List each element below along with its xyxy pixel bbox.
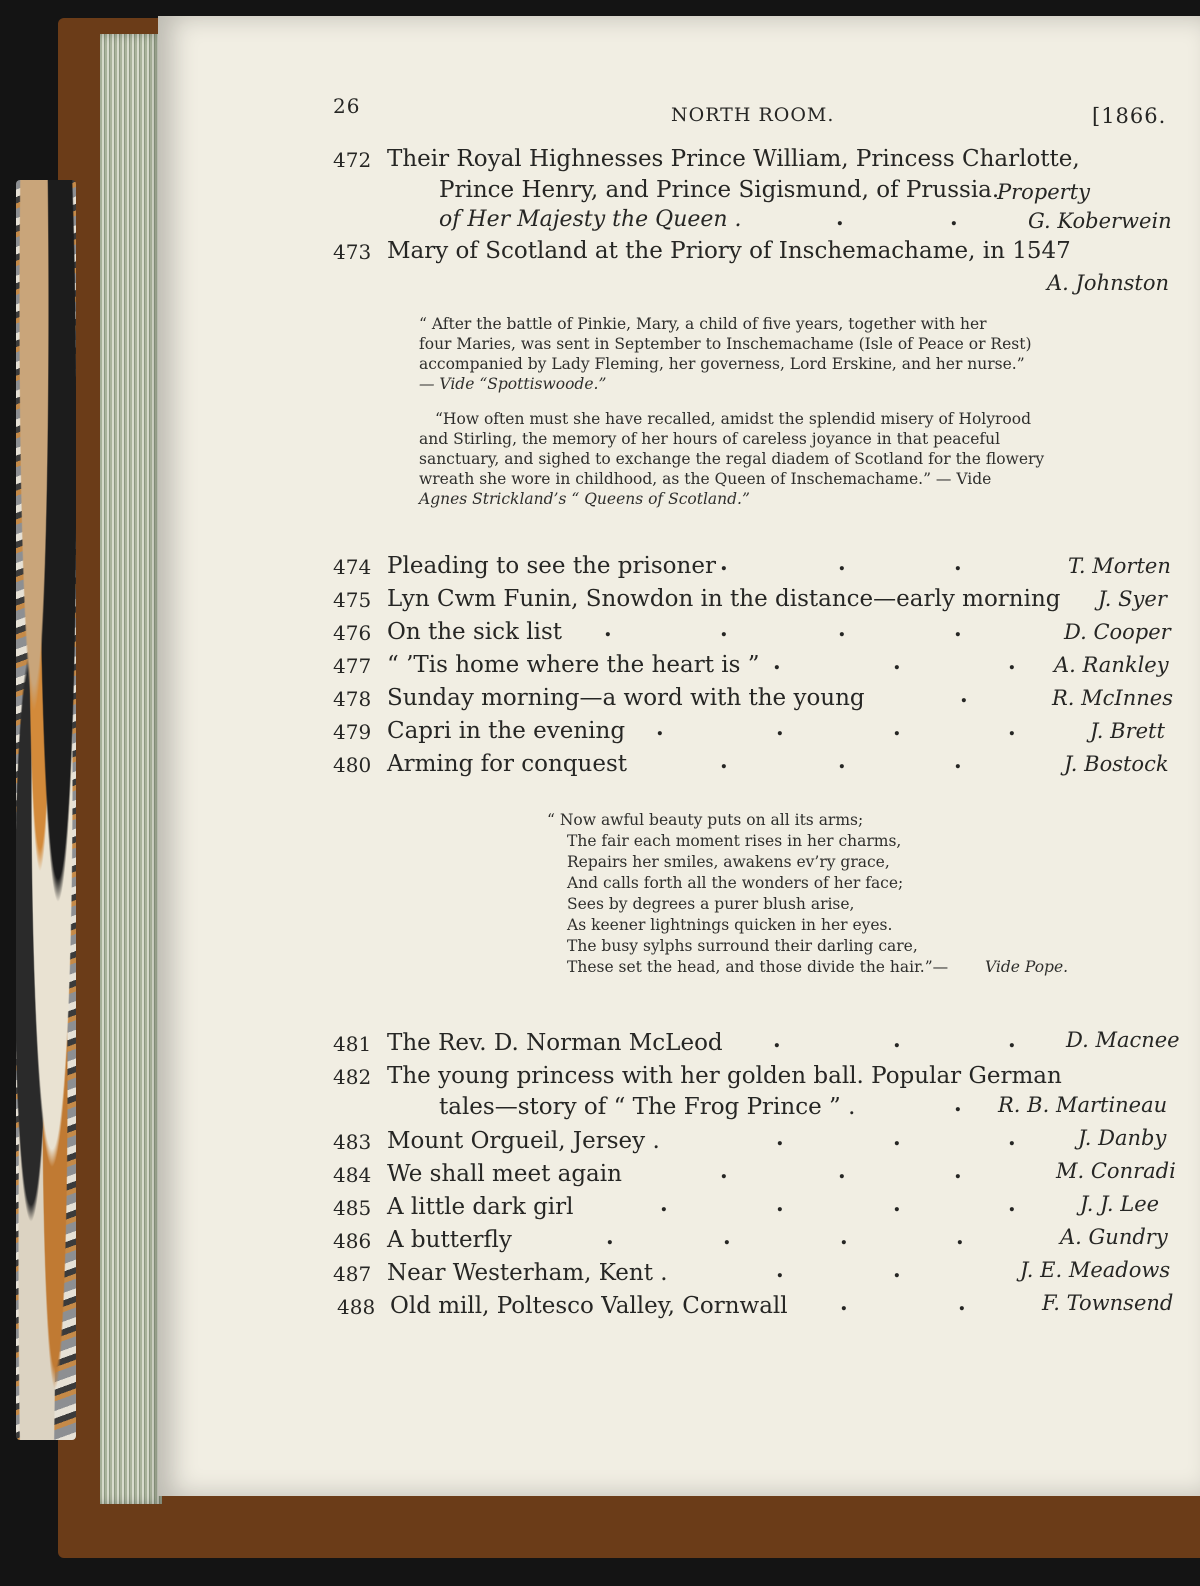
leader-dot: . xyxy=(656,715,664,741)
entry-482-title-line2: tales—story of “ The Frog Prince ” . xyxy=(439,1094,856,1120)
entry-484-title: We shall meet again xyxy=(387,1161,622,1187)
entry-481-number: 481 xyxy=(333,1032,372,1056)
leader-dot: . xyxy=(893,1257,901,1283)
running-title: NORTH ROOM. xyxy=(671,104,835,126)
quote-473-line: four Maries, was sent in September to Inschemachame (Isle of Peace or Rest) xyxy=(419,335,1032,353)
page-year: [1866. xyxy=(1092,104,1167,128)
leader-dot: . xyxy=(1008,1191,1016,1217)
entry-482-title: The young princess with her golden ball. Popular German xyxy=(387,1063,1062,1089)
leader-dot: . xyxy=(776,1125,784,1151)
entry-477-title: “ ’Tis home where the heart is ” xyxy=(387,652,760,678)
page-number: 26 xyxy=(333,94,361,118)
leader-dot: . xyxy=(950,205,958,231)
entry-474-number: 474 xyxy=(333,555,372,579)
entry-488-number: 488 xyxy=(337,1295,376,1319)
leader-dot: . xyxy=(720,1158,728,1184)
entry-484-artist: M. Conradi xyxy=(1056,1159,1176,1183)
entry-472-title-line2: Prince Henry, and Prince Sigismund, of Prussia. xyxy=(439,177,1000,203)
entry-472-title-line1: Their Royal Highnesses Prince William, Princess Charlotte, xyxy=(387,146,1080,172)
quote-473-line: sanctuary, and sighed to exchange the regal diadem of Scotland for the flowery xyxy=(419,450,1045,468)
entry-478-title: Sunday morning—a word with the young xyxy=(387,685,865,711)
entry-477-artist: A. Rankley xyxy=(1054,653,1169,677)
leader-dot: . xyxy=(776,715,784,741)
entry-480-title: Arming for conquest xyxy=(387,751,628,777)
entry-483-artist: J. Danby xyxy=(1078,1126,1167,1150)
leader-dot: . xyxy=(1008,715,1016,741)
leader-dot: . xyxy=(958,1290,966,1316)
leader-dot: . xyxy=(840,1290,848,1316)
entry-477-number: 477 xyxy=(333,654,372,678)
leader-dot: . xyxy=(956,1224,964,1250)
leader-dot: . xyxy=(954,1158,962,1184)
leader-dot: . xyxy=(1008,1027,1016,1053)
leader-dot: . xyxy=(606,1224,614,1250)
entry-482-number: 482 xyxy=(333,1065,372,1089)
entry-472-property: Property xyxy=(997,180,1091,204)
entry-475-number: 475 xyxy=(333,588,372,612)
entry-480-artist: J. Bostock xyxy=(1064,752,1169,776)
entry-481-artist: D. Macnee xyxy=(1066,1028,1180,1052)
quote-473-line: “ After the battle of Pinkie, Mary, a child of five years, together with her xyxy=(419,315,987,333)
leader-dot: . xyxy=(836,205,844,231)
poem-480-citation: Vide Pope. xyxy=(985,958,1069,976)
entry-479-artist: J. Brett xyxy=(1090,719,1165,743)
leader-dot: . xyxy=(660,1191,668,1217)
leader-dot: . xyxy=(954,1091,962,1117)
leader-dot: . xyxy=(954,616,962,642)
leader-dot: . xyxy=(720,616,728,642)
leader-dot: . xyxy=(1008,649,1016,675)
entry-486-number: 486 xyxy=(333,1229,372,1253)
leader-dot: . xyxy=(776,1191,784,1217)
entry-476-artist: D. Cooper xyxy=(1064,620,1171,644)
entry-475-title: Lyn Cwm Funin, Snowdon in the distance—early morning xyxy=(387,586,1061,612)
entry-479-number: 479 xyxy=(333,720,372,744)
leader-dot: . xyxy=(723,1224,731,1250)
entry-487-title: Near Westerham, Kent . xyxy=(387,1260,668,1286)
entry-478-artist: R. McInnes xyxy=(1052,686,1173,710)
entry-475-artist: J. Syer xyxy=(1098,587,1167,611)
entry-484-number: 484 xyxy=(333,1163,372,1187)
leader-dot: . xyxy=(720,748,728,774)
entry-474-title: Pleading to see the prisoner xyxy=(387,553,716,579)
quote-473-line: “How often must she have recalled, amidst the splendid misery of Holyrood xyxy=(435,410,1032,428)
poem-480-line: The busy sylphs surround their darling care, xyxy=(567,937,918,955)
quote-473-line: wreath she wore in childhood, as the Queen of Inschemachame.” — Vide xyxy=(419,470,992,488)
leader-dot: . xyxy=(776,1257,784,1283)
poem-480-line: “ Now awful beauty puts on all its arms; xyxy=(547,811,864,829)
entry-478-number: 478 xyxy=(333,687,372,711)
entry-485-number: 485 xyxy=(333,1196,372,1220)
entry-483-title: Mount Orgueil, Jersey . xyxy=(387,1128,660,1154)
entry-488-title: Old mill, Poltesco Valley, Cornwall xyxy=(390,1293,788,1319)
entry-485-artist: J. J. Lee xyxy=(1080,1192,1160,1216)
entry-479-title: Capri in the evening xyxy=(387,718,626,744)
entry-480-number: 480 xyxy=(333,753,372,777)
leader-dot: . xyxy=(838,748,846,774)
poem-480-line: These set the head, and those divide the hair.”— xyxy=(567,958,949,976)
entry-472-property-owner: of Her Majesty the Queen . xyxy=(439,207,742,232)
poem-480-line: And calls forth all the wonders of her face; xyxy=(567,874,904,892)
leader-dot: . xyxy=(954,748,962,774)
leader-dot: . xyxy=(838,550,846,576)
leader-dot: . xyxy=(604,616,612,642)
entry-472-number: 472 xyxy=(333,148,372,172)
entry-474-artist: T. Morten xyxy=(1068,554,1171,578)
poem-480-line: The fair each moment rises in her charms, xyxy=(567,832,902,850)
leader-dot: . xyxy=(960,682,968,708)
poem-480-line: Repairs her smiles, awakens ev’ry grace, xyxy=(567,853,890,871)
entry-473-number: 473 xyxy=(333,240,372,264)
entry-473-title: Mary of Scotland at the Priory of Inschemachame, in 1547 xyxy=(387,238,1071,264)
leader-dot: . xyxy=(838,1158,846,1184)
entry-485-title: A little dark girl xyxy=(387,1194,574,1220)
quote-473-line: and Stirling, the memory of her hours of careless joyance in that peaceful xyxy=(419,430,1001,448)
leader-dot: . xyxy=(773,649,781,675)
leader-dot: . xyxy=(954,550,962,576)
entry-488-artist: F. Townsend xyxy=(1042,1291,1174,1315)
leader-dot: . xyxy=(893,1027,901,1053)
leader-dot: . xyxy=(893,715,901,741)
quote-473-line: accompanied by Lady Fleming, her governess, Lord Erskine, and her nurse.” xyxy=(419,355,1025,373)
entry-487-artist: J. E. Meadows xyxy=(1020,1258,1171,1282)
entry-473-artist: A. Johnston xyxy=(1047,271,1170,295)
marbled-endpaper xyxy=(16,180,76,1440)
quote-473-citation: Agnes Strickland’s “ Queens of Scotland.” xyxy=(419,490,750,508)
leader-dot: . xyxy=(1008,1125,1016,1151)
entry-476-number: 476 xyxy=(333,621,372,645)
leader-dot: . xyxy=(838,616,846,642)
page-edges xyxy=(100,34,162,1504)
leader-dot: . xyxy=(773,1027,781,1053)
entry-476-title: On the sick list xyxy=(387,619,563,645)
entry-483-number: 483 xyxy=(333,1130,372,1154)
entry-472-artist: G. Koberwein xyxy=(1028,209,1172,233)
entry-482-artist: R. B. Martineau xyxy=(998,1093,1168,1117)
entry-487-number: 487 xyxy=(333,1262,372,1286)
poem-480-line: As keener lightnings quicken in her eyes. xyxy=(567,916,893,934)
entry-481-title: The Rev. D. Norman McLeod xyxy=(387,1030,723,1056)
leader-dot: . xyxy=(720,550,728,576)
leader-dot: . xyxy=(840,1224,848,1250)
quote-473-citation: — Vide “Spottiswoode.” xyxy=(419,375,607,393)
poem-480-line: Sees by degrees a purer blush arise, xyxy=(567,895,855,913)
entry-486-title: A butterfly xyxy=(387,1227,512,1253)
entry-486-artist: A. Gundry xyxy=(1060,1225,1168,1249)
leader-dot: . xyxy=(893,1191,901,1217)
leader-dot: . xyxy=(893,649,901,675)
leader-dot: . xyxy=(893,1125,901,1151)
